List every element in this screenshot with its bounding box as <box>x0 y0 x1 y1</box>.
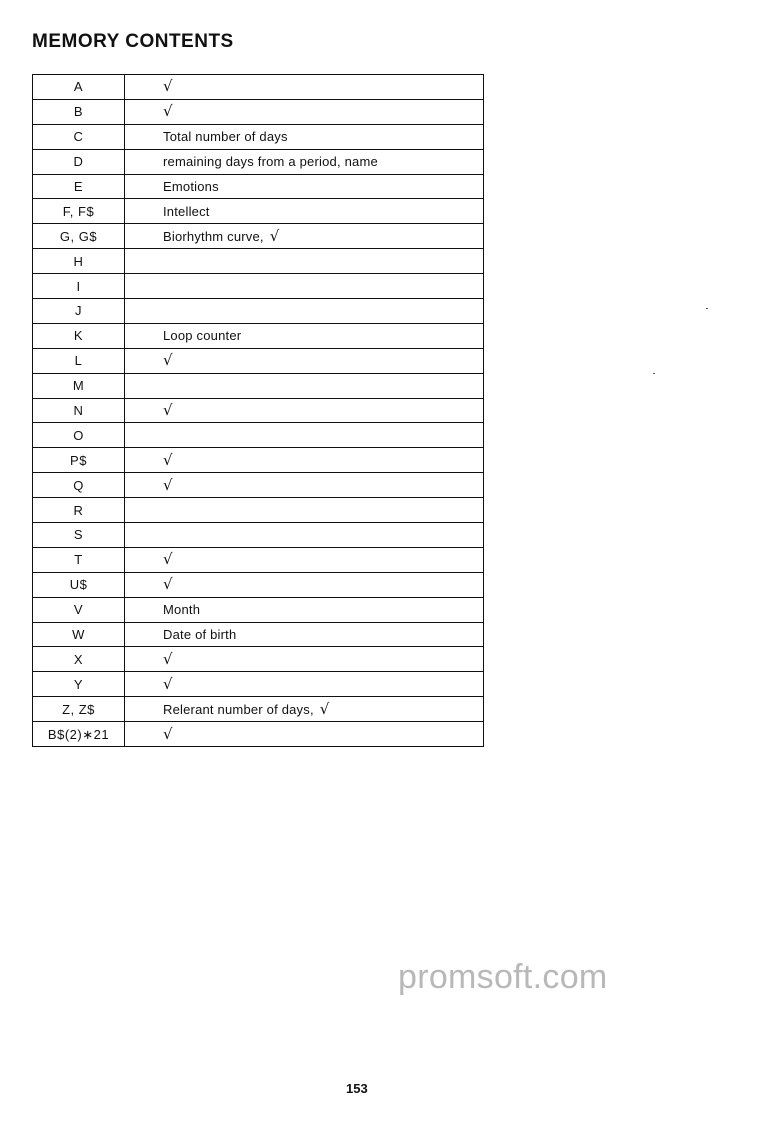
description-cell <box>125 249 484 274</box>
description-cell <box>125 498 484 523</box>
table-row <box>33 722 484 747</box>
table-row <box>33 498 484 523</box>
description-cell <box>125 547 484 572</box>
table-row <box>33 323 484 348</box>
variable-cell: S <box>33 523 125 548</box>
description-cell <box>125 149 484 174</box>
table-row <box>33 398 484 423</box>
table-row <box>33 224 484 249</box>
description-text: Date of birth <box>163 627 237 643</box>
variable-cell: A <box>33 75 125 100</box>
variable-cell: P$ <box>33 448 125 473</box>
variable-cell: J <box>33 299 125 324</box>
description-cell <box>125 99 484 124</box>
variable-cell: V <box>33 597 125 622</box>
variable-cell: M <box>33 373 125 398</box>
variable-cell: T <box>33 547 125 572</box>
description-cell <box>125 274 484 299</box>
table-row <box>33 423 484 448</box>
table-row <box>33 448 484 473</box>
page-title: MEMORY CONTENTS <box>32 31 234 52</box>
table-row <box>33 647 484 672</box>
check-mark-icon: √ <box>163 649 173 668</box>
description-cell <box>125 124 484 149</box>
description-cell <box>125 722 484 747</box>
description-cell <box>125 323 484 348</box>
check-mark-icon: √ <box>269 226 280 245</box>
description-text: Biorhythm curve, <box>163 228 264 244</box>
table-row <box>33 124 484 149</box>
scan-speck <box>653 373 655 374</box>
table-row <box>33 523 484 548</box>
check-mark-icon: √ <box>163 674 173 693</box>
memory-table-body <box>33 75 484 747</box>
check-mark-icon: √ <box>163 77 173 96</box>
variable-cell: Y <box>33 672 125 697</box>
memory-contents-table <box>32 74 484 747</box>
description-text: Loop counter <box>163 328 242 344</box>
description-cell <box>125 75 484 100</box>
table-row <box>33 373 484 398</box>
description-cell <box>125 647 484 672</box>
description-text: remaining days from a period, name <box>163 154 378 170</box>
description-text: Total number of days <box>163 129 288 145</box>
description-text: Intellect <box>163 203 210 219</box>
scan-speck <box>706 308 708 309</box>
description-cell <box>125 224 484 249</box>
check-mark-icon: √ <box>319 699 330 718</box>
description-cell <box>125 348 484 373</box>
description-cell <box>125 622 484 647</box>
table-row <box>33 672 484 697</box>
variable-cell: I <box>33 274 125 299</box>
variable-cell: C <box>33 124 125 149</box>
variable-cell: H <box>33 249 125 274</box>
table-row <box>33 199 484 224</box>
page-number: 153 <box>346 1081 368 1096</box>
table-row <box>33 299 484 324</box>
variable-cell: B$(2)∗21 <box>33 722 125 747</box>
check-mark-icon: √ <box>163 351 173 370</box>
table-row <box>33 348 484 373</box>
check-mark-icon: √ <box>163 401 173 420</box>
variable-cell: G, G$ <box>33 224 125 249</box>
variable-cell: B <box>33 99 125 124</box>
check-mark-icon: √ <box>163 550 173 569</box>
description-cell <box>125 473 484 498</box>
variable-cell: X <box>33 647 125 672</box>
table-row <box>33 249 484 274</box>
description-cell <box>125 523 484 548</box>
description-cell <box>125 174 484 199</box>
table-row <box>33 99 484 124</box>
variable-cell: U$ <box>33 572 125 597</box>
check-mark-icon: √ <box>163 102 173 121</box>
variable-cell: L <box>33 348 125 373</box>
check-mark-icon: √ <box>163 575 173 594</box>
description-cell <box>125 697 484 722</box>
variable-cell: O <box>33 423 125 448</box>
description-cell <box>125 597 484 622</box>
variable-cell: E <box>33 174 125 199</box>
table-row <box>33 473 484 498</box>
description-cell <box>125 373 484 398</box>
variable-cell: K <box>33 323 125 348</box>
description-cell <box>125 299 484 324</box>
table-row <box>33 697 484 722</box>
description-text: Emotions <box>163 179 219 194</box>
description-cell <box>125 672 484 697</box>
check-mark-icon: √ <box>163 450 173 469</box>
variable-cell: F, F$ <box>33 199 125 224</box>
table-row <box>33 149 484 174</box>
table-row <box>33 174 484 199</box>
variable-cell: N <box>33 398 125 423</box>
variable-cell: R <box>33 498 125 523</box>
variable-cell: W <box>33 622 125 647</box>
description-cell <box>125 398 484 423</box>
description-text: Month <box>163 602 201 618</box>
table-row <box>33 274 484 299</box>
check-mark-icon: √ <box>163 724 173 743</box>
description-cell <box>125 423 484 448</box>
variable-cell: Q <box>33 473 125 498</box>
description-cell <box>125 572 484 597</box>
variable-cell: Z, Z$ <box>33 697 125 722</box>
variable-cell: D <box>33 149 125 174</box>
table-row <box>33 622 484 647</box>
table-row <box>33 547 484 572</box>
check-mark-icon: √ <box>163 475 173 494</box>
description-text: Relerant number of days, <box>163 701 314 717</box>
table-row <box>33 597 484 622</box>
watermark: promsoft.com <box>398 958 608 996</box>
table-row <box>33 75 484 100</box>
table-row <box>33 572 484 597</box>
description-cell <box>125 199 484 224</box>
description-cell <box>125 448 484 473</box>
